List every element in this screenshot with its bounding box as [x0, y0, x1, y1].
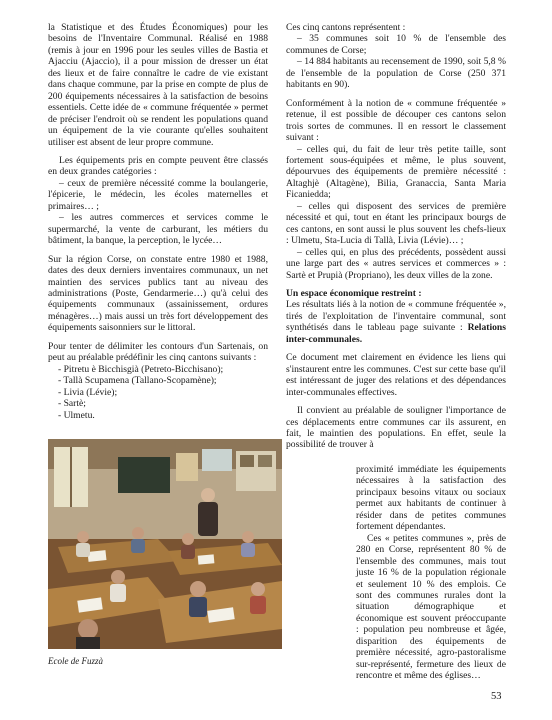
section-heading: Un espace économique restreint : — [286, 287, 422, 299]
paragraph: Sur la région Corse, on constate entre 1980 et 1988, dates des deux derniers inventaires communaux, un net maintien des services publics tant au niveau des administrations (Poste, Gendarmerie…) qu'à celui des équipements communaux (assainissement, ordures ménagères…) mais aussi un très fort développement des équipements saisonniers sur le littoral. — [48, 253, 268, 334]
paragraph — [286, 299, 506, 345]
list-item: - Pitretu è Bicchisgià (Petreto-Bicchisano); — [58, 363, 224, 375]
paragraph-text: Les résultats liés à la notion de « commune fréquentée », tirés de l'exploitation de l'inventaire communal, sont synthétisés dans le tableau page suivante : — [286, 299, 506, 334]
list-item: - Sartè; — [58, 398, 86, 410]
canton-list — [48, 364, 268, 421]
paragraph: Ce document met clairement en évidence les liens qui s'instaurent entre les communes. C'est sur cette base qu'il est intéressant de juger des relations et des dépendances inter-communales effectives. — [286, 352, 506, 398]
list-item: - Livia (Lévie); — [58, 386, 118, 398]
list-item: – celles qui, en plus des précédents, possèdent aussi une large part des « autres services et commerces » : Sartè et Prupià (Propriano), les deux villes de la zone. — [286, 246, 506, 281]
paragraph: proximité immédiate les équipements nécessaires à la satisfaction des principaux besoins vitaux ou sociaux permet aux habitants de continuer à résider dans de petites communes fortement dépendantes. — [356, 464, 506, 533]
page-number: 53 — [491, 691, 502, 702]
left-column — [48, 22, 268, 421]
paragraph: Les équipements pris en compte peuvent être classés en deux grandes catégories : — [48, 154, 268, 178]
wrapped-text — [356, 464, 506, 682]
photo-caption: Ecole de Fuzzà — [48, 656, 103, 666]
list-item: - Tallà Scupamena (Tallano-Scopamène); — [58, 375, 217, 387]
paragraph: Ces cinq cantons représentent : — [286, 22, 406, 33]
paragraph: Conformément à la notion de « commune fréquentée » retenue, il est possible de découper ces cantons selon trois sortes de communes. Il en ressort le classement suivant : — [286, 97, 506, 144]
right-column — [286, 22, 506, 451]
paragraph: Il convient au préalable de souligner l'importance de ces déplacements entre communes car ils assurent, en fait, le maintien des populations. En effet, seule la possibilité de trouver à — [286, 405, 506, 451]
list-item: – 35 communes soit 10 % de l'ensemble des communes de Corse; — [286, 33, 506, 56]
table-reference: Relations inter-communales. — [286, 322, 506, 345]
list-item: – 14 884 habitants au recensement de 1990, soit 5,8 % de l'ensemble de la population de Corse (250 371 habitants en 90). — [286, 56, 506, 91]
classroom-photo — [48, 439, 282, 649]
list-item: - Ulmetu. — [58, 409, 95, 421]
paragraph: Ces « petites communes », près de 280 en Corse, représentent 80 % de l'ensemble des communes, mais tout juste 16 % de la population régionale et seulement 10 % des emplois. Ce sont des communes rurales dont la situation démographique et économique est souvent préoccupante : population peu nombreuse et âgée, disparition des équipements de première nécessité, agro-pastoralisme sur-représenté, fermeture des lieux de rencontre et même des églises… — [356, 532, 506, 682]
list-item: – celles qui disposent des services de première nécessité et qui, tout en étant les principaux bourgs de ces cantons, en sont aussi le plus souvent les chefs-lieux : Ulmetu, Sta-Lucia di Tallà, Livia (Lévie)… ; — [286, 200, 506, 247]
list-item: – celles qui, du fait de leur très petite taille, sont fortement sous-équipées et même, le plus souvent, dépourvues des équipements de première nécessité : Altaghjè (Altagène), Bilia, Granaccia, Santa Maria Ficaniedda; — [286, 143, 506, 201]
list-item: – les autres commerces et services comme le supermarché, la vente de carburant, les métiers du bâtiment, la banque, la perception, le lycée… — [48, 212, 268, 247]
paragraph: Pour tenter de délimiter les contours d'un Sartenais, on peut au préalable prédéfinir les cinq cantons suivants : — [48, 340, 268, 364]
list-item: – ceux de première nécessité comme la boulangerie, l'épicerie, le médecin, les écoles maternelles et primaires… ; — [48, 177, 268, 212]
paragraph: la Statistique et des Études Économiques) pour les besoins de l'Inventaire Communal. Réalisé en 1988 (remis à jour en 1996 pour les seules villes de Bastia et Ajacciu (Ajaccio), il a pour mission de dresser un état des lieux et de faire connaître le cadre de vie existant dans chaque commune, par la prise en compte de plus de 200 équipements nécessaires à la satisfaction de besoins essentiels. Cette idée de « commune fréquentée » permet de préciser l'endroit où se rendent les populations quand un équipement de la vie courante qu'elles souhaitent utiliser est absent de leur propre commune. — [48, 22, 268, 148]
